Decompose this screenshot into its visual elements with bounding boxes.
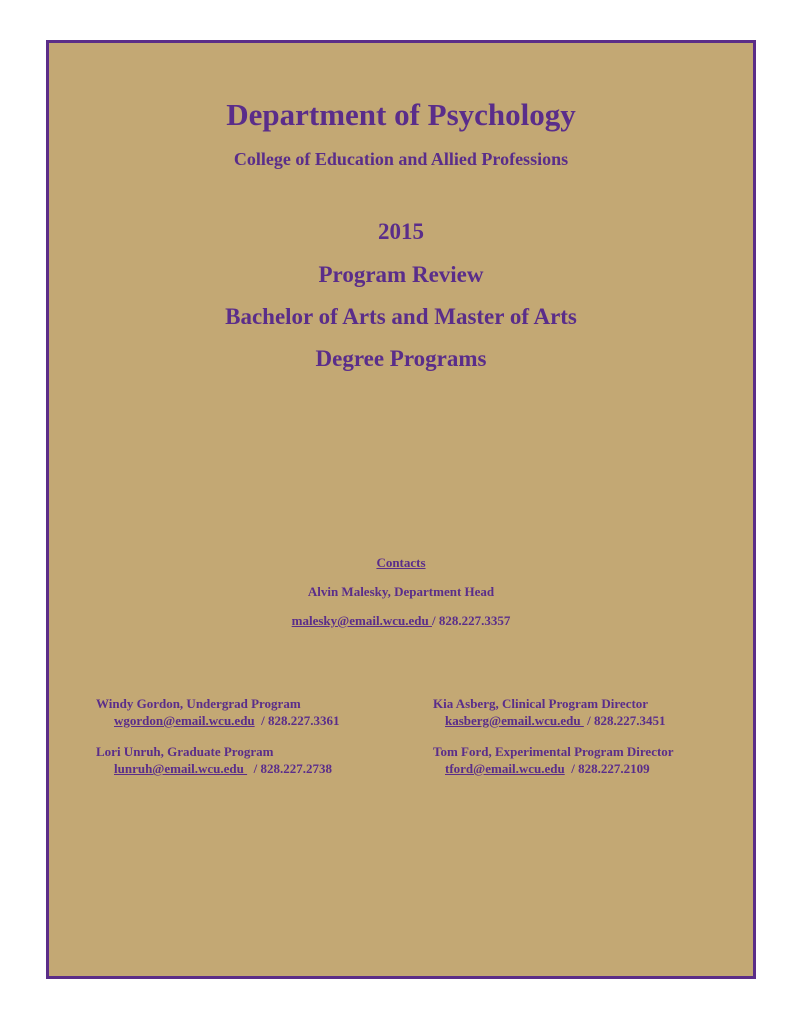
- contact-card-graduate: [96, 743, 332, 777]
- contact-card-clinical: [433, 695, 665, 729]
- degree-programs-heading: Degree Programs: [315, 346, 487, 371]
- contact-name: Kia Asberg, Clinical Program Director: [433, 696, 649, 711]
- contact-line: [96, 712, 340, 729]
- contact-phone: / 828.227.2109: [564, 761, 650, 776]
- program-review-heading: Program Review: [318, 262, 484, 287]
- contact-email-link[interactable]: kasberg@email.wcu.edu: [445, 713, 584, 728]
- contact-name: Lori Unruh, Graduate Program: [96, 744, 274, 759]
- contact-email-link[interactable]: wgordon@email.wcu.edu: [114, 713, 255, 728]
- contact-name: Windy Gordon, Undergrad Program: [96, 696, 301, 711]
- contact-line: [96, 760, 332, 777]
- contact-phone: / 828.227.3451: [583, 713, 666, 728]
- contact-line: [433, 760, 674, 777]
- contact-card-experimental: [433, 743, 674, 777]
- review-year: 2015: [378, 219, 424, 244]
- contacts-heading: Contacts: [376, 555, 426, 570]
- department-head-name: Alvin Malesky, Department Head: [307, 584, 495, 599]
- contact-email-link[interactable]: lunruh@email.wcu.edu: [114, 761, 248, 776]
- cover-page: [46, 40, 756, 979]
- contact-phone: / 828.227.3361: [254, 713, 340, 728]
- department-head-contact: [49, 613, 753, 629]
- contact-name: Tom Ford, Experimental Program Director: [433, 744, 674, 759]
- contact-phone: / 828.227.2738: [247, 761, 332, 776]
- contact-line: [433, 712, 665, 729]
- contact-card-undergrad: [96, 695, 340, 729]
- degree-names: Bachelor of Arts and Master of Arts: [225, 304, 577, 329]
- page-title: Department of Psychology: [226, 97, 576, 132]
- department-head-email-link[interactable]: malesky@email.wcu.edu: [291, 613, 432, 628]
- contact-email-link[interactable]: tford@email.wcu.edu: [445, 761, 565, 776]
- department-head-phone: / 828.227.3357: [431, 613, 511, 628]
- college-subtitle: College of Education and Allied Professions: [233, 149, 569, 169]
